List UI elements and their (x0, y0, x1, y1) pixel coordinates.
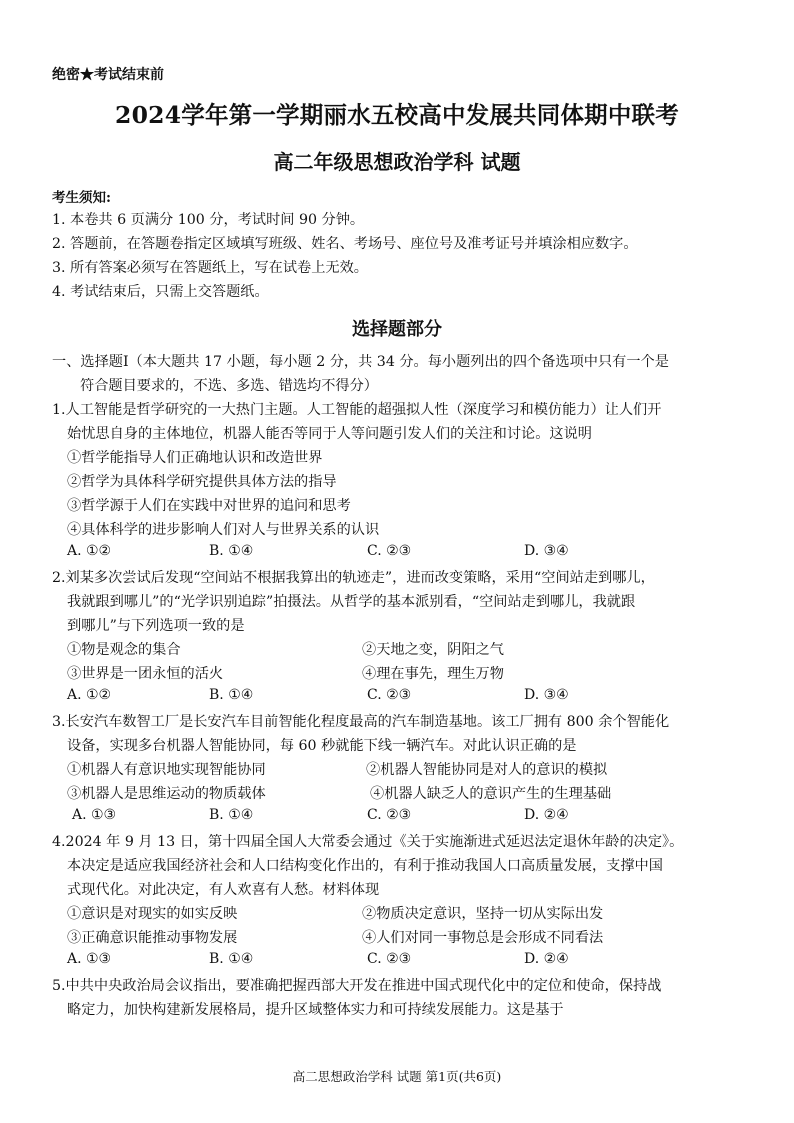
q4-statement: ②物质决定意识，坚持一切从实际出发 (362, 906, 604, 922)
q5-stem-line: 略定力，加快构建新发展格局，提升区域整体实力和可持续发展能力。这是基于 (67, 1002, 564, 1018)
section-instruction-cont: 符合题目要求的，不选、多选、错选均不得分） (80, 378, 378, 394)
q2-stem-line: 到哪儿”与下列选项一致的是 (67, 618, 245, 634)
confidential-label: 绝密★考试结束前 (52, 67, 164, 83)
exam-subtitle: 高二年级思想政治学科 试题 (273, 150, 521, 174)
q5-stem-line: 5.中共中央政治局会议指出，要准确把握西部大开发在推进中国式现代化中的定位和使命，保持战 (52, 978, 662, 994)
q3-option-a: A. ①③ (72, 807, 117, 823)
q4-stem-line: 式现代化。对此决定，有人欢喜有人愁。材料体现 (67, 882, 380, 898)
page-footer: 高二思想政治学科 试题 第1页(共6页) (292, 1069, 502, 1084)
notice-item: 4. 考试结束后，只需上交答题纸。 (52, 284, 269, 300)
q1-stem-line: 1.人工智能是哲学研究的一大热门主题。人工智能的超强拟人性（深度学习和模仿能力）让人们开 (52, 402, 662, 418)
q1-option-a: A. ①② (67, 543, 112, 559)
q4-option-d: D. ②④ (524, 951, 569, 967)
q4-statement: ①意识是对现实的如实反映 (67, 906, 238, 922)
section-instruction: 一、选择题Ⅰ（本大题共 17 小题，每小题 2 分，共 34 分。每小题列出的四个备选项中只有一个是 (52, 354, 669, 370)
q4-statement: ③正确意识能推动事物发展 (67, 930, 238, 946)
q3-statement: ①机器人有意识地实现智能协同 (67, 762, 266, 778)
section-title: 选择题部分 (352, 319, 442, 340)
exam-title: 2024学年第一学期丽水五校高中发展共同体期中联考 (115, 101, 679, 129)
q1-statement: ④具体科学的进步影响人们对人与世界关系的认识 (67, 522, 380, 538)
q2-option-b: B. ①④ (209, 687, 254, 703)
notice-item: 3. 所有答案必须写在答题纸上，写在试卷上无效。 (52, 260, 368, 276)
q2-statement: ②天地之变，阴阳之气 (362, 642, 504, 658)
q3-option-b: B. ①④ (209, 807, 254, 823)
q1-option-b: B. ①④ (209, 543, 254, 559)
q3-option-c: C. ②③ (367, 807, 412, 823)
q1-option-d: D. ③④ (524, 543, 569, 559)
q3-stem-line: 3.长安汽车数智工厂是长安汽车目前智能化程度最高的汽车制造基地。该工厂拥有 800 余个智能化 (52, 714, 670, 730)
notice-heading: 考生须知: (52, 190, 111, 206)
q3-statement: ③机器人是思维运动的物质载体 (67, 786, 266, 802)
q2-statement: ④理在事先，理生万物 (362, 666, 504, 682)
notice-item: 2. 答题前，在答题卷指定区域填写班级、姓名、考场号、座位号及准考证号并填涂相应数字。 (52, 236, 638, 252)
q4-stem-line: 4.2024 年 9 月 13 日，第十四届全国人大常委会通过《关于实施渐进式延迟法定退休年龄的决定》。 (52, 834, 684, 850)
q4-statement: ④人们对同一事物总是会形成不同看法 (362, 930, 604, 946)
q2-option-a: A. ①② (67, 687, 112, 703)
notice-item: 1. 本卷共 6 页满分 100 分，考试时间 90 分钟。 (52, 212, 365, 228)
q4-option-a: A. ①③ (67, 951, 112, 967)
q3-option-d: D. ②④ (524, 807, 569, 823)
q1-statement: ①哲学能指导人们正确地认识和改造世界 (67, 450, 323, 466)
q3-stem-line: 设备，实现多台机器人智能协同，每 60 秒就能下线一辆汽车。对此认识正确的是 (67, 738, 577, 754)
q4-option-b: B. ①④ (209, 951, 254, 967)
q4-stem-line: 本决定是适应我国经济社会和人口结构变化作出的，有利于推动我国人口高质量发展，支撑中国 (67, 858, 663, 874)
q2-statement: ③世界是一团永恒的活火 (67, 666, 224, 682)
q1-statement: ③哲学源于人们在实践中对世界的追问和思考 (67, 498, 351, 514)
q2-option-c: C. ②③ (367, 687, 412, 703)
q2-statement: ①物是观念的集合 (67, 642, 181, 658)
q2-option-d: D. ③④ (524, 687, 569, 703)
q2-stem-line: 2.刘某多次尝试后发现“空间站不根据我算出的轨迹走”，进而改变策略，采用“空间站走到哪儿， (52, 570, 655, 586)
q3-statement: ②机器人智能协同是对人的意识的模拟 (366, 762, 608, 778)
q3-statement: ④机器人缺乏人的意识产生的生理基础 (370, 786, 612, 802)
q2-stem-line: 我就跟到哪儿”的“光学识别追踪”拍摄法。从哲学的基本派别看，“空间站走到哪儿，我就跟 (67, 594, 636, 610)
q1-statement: ②哲学为具体科学研究提供具体方法的指导 (67, 474, 337, 490)
q4-option-c: C. ②③ (367, 951, 412, 967)
q1-option-c: C. ②③ (367, 543, 412, 559)
q1-stem-line: 始忧思自身的主体地位，机器人能否等同于人等问题引发人们的关注和讨论。这说明 (67, 426, 592, 442)
